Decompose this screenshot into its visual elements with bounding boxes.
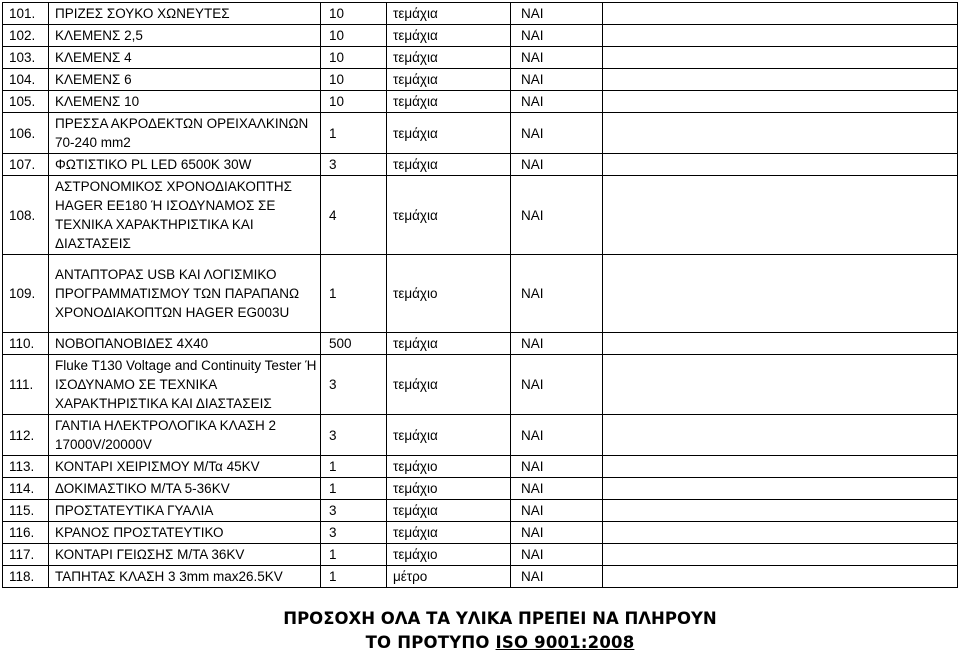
item-unit: τεμάχια — [387, 113, 511, 154]
item-quantity: 1 — [321, 255, 387, 333]
item-quantity: 3 — [321, 154, 387, 176]
item-quantity: 10 — [321, 3, 387, 25]
table-row — [3, 113, 958, 154]
item-compliance: ΝΑΙ — [511, 566, 603, 588]
table-row — [3, 522, 958, 544]
item-compliance: ΝΑΙ — [511, 255, 603, 333]
item-unit: τεμάχια — [387, 415, 511, 456]
notice-standard: ISO 9001:2008 — [495, 633, 635, 652]
row-number: 103. — [3, 47, 49, 69]
table-row — [3, 25, 958, 47]
row-number: 107. — [3, 154, 49, 176]
item-unit: τεμάχια — [387, 3, 511, 25]
row-number: 104. — [3, 69, 49, 91]
item-unit: τεμάχια — [387, 69, 511, 91]
table-row — [3, 47, 958, 69]
item-unit: τεμάχια — [387, 154, 511, 176]
item-name: ΠΡΕΣΣΑ ΑΚΡΟΔΕΚΤΩΝ ΟΡΕΙΧΑΛΚΙΝΩΝ 70-240 mm2 — [49, 113, 321, 154]
notice-line-2 — [272, 631, 728, 655]
item-name: ΑΣΤΡΟΝΟΜΙΚΟΣ ΧΡΟΝΟΔΙΑΚΟΠΤΗΣ HAGER EE180 Ή ΙΣΟΔΥΝΑΜΟΣ ΣΕ ΤΕΧΝΙΚΑ ΧΑΡΑΚΤΗΡΙΣΤΙΚΑ ΚΑΙ ΔΙΑΣΤΑΣΕΙΣ — [49, 176, 321, 255]
item-name: ΚΟΝΤΑΡΙ ΓΕΙΩΣΗΣ Μ/ΤΑ 36KV — [49, 544, 321, 566]
notice-line-2-prefix: ΤΟ ΠΡΟΤΥΠΟ — [365, 633, 496, 652]
item-quantity: 10 — [321, 69, 387, 91]
blank-cell — [603, 176, 958, 255]
row-number: 112. — [3, 415, 49, 456]
blank-cell — [603, 566, 958, 588]
table-row — [3, 415, 958, 456]
table-row — [3, 255, 958, 333]
item-compliance: ΝΑΙ — [511, 25, 603, 47]
row-number: 110. — [3, 333, 49, 355]
table-row — [3, 544, 958, 566]
row-number: 117. — [3, 544, 49, 566]
item-name: ΔΟΚΙΜΑΣΤΙΚΟ Μ/ΤΑ 5-36KV — [49, 478, 321, 500]
blank-cell — [603, 415, 958, 456]
row-number: 118. — [3, 566, 49, 588]
item-unit: τεμάχιο — [387, 544, 511, 566]
item-unit: τεμάχια — [387, 333, 511, 355]
item-compliance: ΝΑΙ — [511, 456, 603, 478]
item-quantity: 4 — [321, 176, 387, 255]
table-row — [3, 500, 958, 522]
item-unit: τεμάχια — [387, 91, 511, 113]
item-quantity: 3 — [321, 355, 387, 415]
item-name: ΠΡΙΖΕΣ ΣΟΥΚΟ ΧΩΝΕΥΤΕΣ — [49, 3, 321, 25]
item-name: ΠΡΟΣΤΑΤΕΥΤΙΚΑ ΓΥΑΛΙΑ — [49, 500, 321, 522]
blank-cell — [603, 3, 958, 25]
item-quantity: 3 — [321, 415, 387, 456]
item-unit: τεμάχια — [387, 522, 511, 544]
item-compliance: ΝΑΙ — [511, 47, 603, 69]
item-quantity: 1 — [321, 456, 387, 478]
item-name: ΚΟΝΤΑΡΙ ΧΕΙΡΙΣΜΟΥ Μ/Τα 45KV — [49, 456, 321, 478]
item-quantity: 3 — [321, 522, 387, 544]
blank-cell — [603, 333, 958, 355]
row-number: 116. — [3, 522, 49, 544]
item-compliance: ΝΑΙ — [511, 522, 603, 544]
table-row — [3, 355, 958, 415]
item-unit: μέτρο — [387, 566, 511, 588]
item-quantity: 1 — [321, 544, 387, 566]
item-compliance: ΝΑΙ — [511, 333, 603, 355]
row-number: 115. — [3, 500, 49, 522]
blank-cell — [603, 25, 958, 47]
blank-cell — [603, 113, 958, 154]
item-compliance: ΝΑΙ — [511, 3, 603, 25]
row-number: 108. — [3, 176, 49, 255]
row-number: 113. — [3, 456, 49, 478]
item-compliance: ΝΑΙ — [511, 154, 603, 176]
item-compliance: ΝΑΙ — [511, 91, 603, 113]
row-number: 102. — [3, 25, 49, 47]
blank-cell — [603, 544, 958, 566]
row-number: 105. — [3, 91, 49, 113]
table-row — [3, 333, 958, 355]
row-number: 101. — [3, 3, 49, 25]
blank-cell — [603, 478, 958, 500]
item-quantity: 1 — [321, 566, 387, 588]
table-row — [3, 3, 958, 25]
blank-cell — [603, 456, 958, 478]
item-name: ΚΛΕΜΕΝΣ 2,5 — [49, 25, 321, 47]
item-compliance: ΝΑΙ — [511, 544, 603, 566]
item-quantity: 1 — [321, 478, 387, 500]
item-name: ΓΑΝΤΙΑ ΗΛΕΚΤΡΟΛΟΓΙΚΑ ΚΛΑΣΗ 2 17000V/20000V — [49, 415, 321, 456]
table-row — [3, 566, 958, 588]
item-quantity: 500 — [321, 333, 387, 355]
row-number: 114. — [3, 478, 49, 500]
blank-cell — [603, 69, 958, 91]
item-unit: τεμάχιο — [387, 456, 511, 478]
blank-cell — [603, 500, 958, 522]
row-number: 106. — [3, 113, 49, 154]
items-table — [2, 2, 958, 588]
table-row — [3, 154, 958, 176]
blank-cell — [603, 91, 958, 113]
blank-cell — [603, 154, 958, 176]
item-quantity: 10 — [321, 91, 387, 113]
table-row — [3, 176, 958, 255]
items-table-body — [3, 3, 958, 588]
item-quantity: 10 — [321, 47, 387, 69]
item-compliance: ΝΑΙ — [511, 176, 603, 255]
items-table-container — [2, 2, 957, 588]
item-name: ΦΩΤΙΣΤΙΚΟ PL LED 6500K 30W — [49, 154, 321, 176]
notice — [272, 607, 728, 655]
table-row — [3, 69, 958, 91]
item-quantity: 1 — [321, 113, 387, 154]
item-name: ΤΑΠΗΤΑΣ ΚΛΑΣΗ 3 3mm max26.5KV — [49, 566, 321, 588]
item-unit: τεμάχια — [387, 25, 511, 47]
blank-cell — [603, 522, 958, 544]
item-compliance: ΝΑΙ — [511, 355, 603, 415]
item-quantity: 10 — [321, 25, 387, 47]
item-compliance: ΝΑΙ — [511, 69, 603, 91]
item-unit: τεμάχια — [387, 500, 511, 522]
item-name: ΚΛΕΜΕΝΣ 6 — [49, 69, 321, 91]
notice-line-1: ΠΡΟΣΟΧΗ ΟΛΑ ΤΑ ΥΛΙΚΑ ΠΡΕΠΕΙ ΝΑ ΠΛΗΡΟΥΝ — [283, 609, 717, 628]
item-unit: τεμάχιο — [387, 478, 511, 500]
item-name: ΚΛΕΜΕΝΣ 4 — [49, 47, 321, 69]
item-unit: τεμάχιο — [387, 255, 511, 333]
blank-cell — [603, 255, 958, 333]
item-name: ΚΛΕΜΕΝΣ 10 — [49, 91, 321, 113]
item-unit: τεμάχια — [387, 355, 511, 415]
row-number: 109. — [3, 255, 49, 333]
item-compliance: ΝΑΙ — [511, 478, 603, 500]
item-name: ΑΝΤΑΠΤΟΡΑΣ USB ΚΑΙ ΛΟΓΙΣΜΙΚΟ ΠΡΟΓΡΑΜΜΑΤΙΣΜΟΥ ΤΩΝ ΠΑΡΑΠΑΝΩ ΧΡΟΝΟΔΙΑΚΟΠΤΩΝ HAGER EG003U — [49, 255, 321, 333]
table-row — [3, 91, 958, 113]
item-unit: τεμάχια — [387, 47, 511, 69]
item-quantity: 3 — [321, 500, 387, 522]
item-compliance: ΝΑΙ — [511, 113, 603, 154]
blank-cell — [603, 47, 958, 69]
item-name: ΝΟΒΟΠΑΝΟΒΙΔΕΣ 4Χ40 — [49, 333, 321, 355]
blank-cell — [603, 355, 958, 415]
table-row — [3, 478, 958, 500]
item-name: ΚΡΑΝΟΣ ΠΡΟΣΤΑΤΕΥΤΙΚΟ — [49, 522, 321, 544]
item-unit: τεμάχια — [387, 176, 511, 255]
item-compliance: ΝΑΙ — [511, 415, 603, 456]
item-name: Fluke T130 Voltage and Continuity Tester Ή ΙΣΟΔΥΝΑΜΟ ΣΕ ΤΕΧΝΙΚΑ ΧΑΡΑΚΤΗΡΙΣΤΙΚΑ ΚΑΙ ΔΙΑΣΤΑΣΕΙΣ — [49, 355, 321, 415]
row-number: 111. — [3, 355, 49, 415]
table-row — [3, 456, 958, 478]
item-compliance: ΝΑΙ — [511, 500, 603, 522]
